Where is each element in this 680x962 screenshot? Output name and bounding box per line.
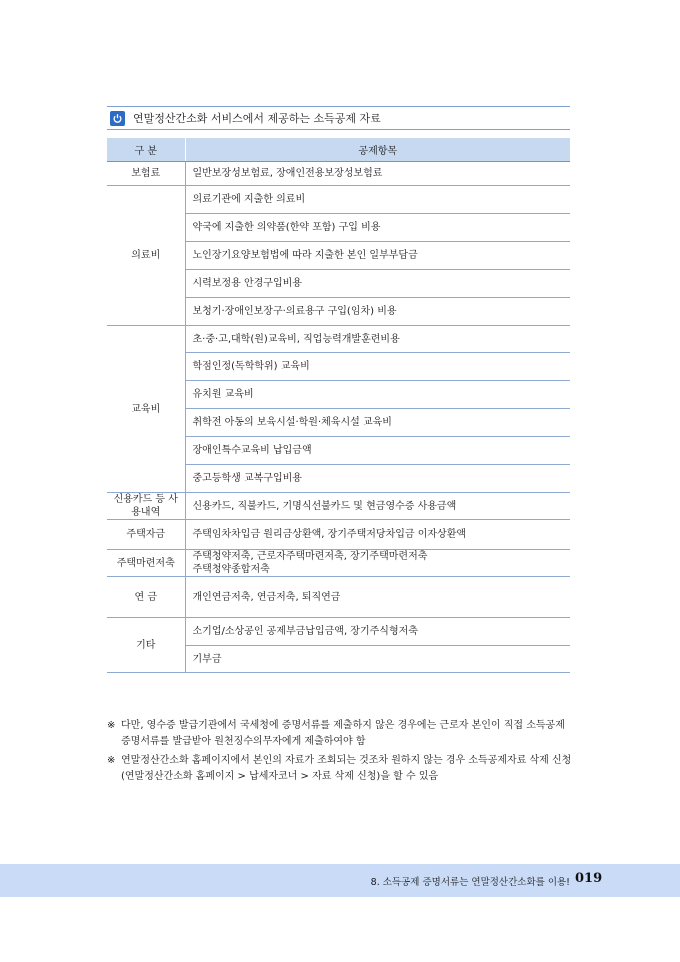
item-cell: 개인연금저축, 연금저축, 퇴직연금 — [185, 577, 570, 618]
note-mark: ※ — [107, 755, 116, 766]
note-mark: ※ — [107, 720, 116, 731]
category-cell: 주택마련저축 — [107, 550, 185, 577]
category-cell: 신용카드 등 사용내역 — [107, 493, 185, 520]
category-cell: 기타 — [107, 618, 185, 673]
item-cell: 보청기·장애인보장구·의료용구 구입(임차) 비용 — [185, 298, 570, 326]
note-text: 다만, 영수증 발급기관에서 국세청에 증명서류를 제출하지 않은 경우에는 근로자 본인이 직접 소득공제 증명서류를 발급받아 원천징수의무자에게 제출하여야 함 — [121, 720, 565, 747]
note-item — [107, 753, 577, 785]
note-text: 연말정산간소화 홈페이지에서 본인의 자료가 조회되는 것조차 원하지 않는 경우 소득공제자료 삭제 신청(연말정산간소화 홈페이지 > 납세자코너 > 자료 삭제 신청)을 할 수 있음 — [121, 755, 572, 782]
item-cell: 약국에 지출한 의약품(한약 포함) 구입 비용 — [185, 214, 570, 242]
item-cell: 시력보정용 안경구입비용 — [185, 270, 570, 298]
category-cell: 의료비 — [107, 186, 185, 326]
page-number: 019 — [575, 871, 603, 886]
item-cell: 주택청약저축, 근로자주택마련저축, 장기주택마련저축 주택청약종합저축 — [185, 550, 570, 577]
table-header-row — [107, 138, 570, 162]
item-cell: 일반보장성보험료, 장애인전용보장성보험료 — [185, 162, 570, 186]
item-cell: 기부금 — [185, 646, 570, 673]
item-cell: 학점인정(독학학위) 교육비 — [185, 353, 570, 381]
item-cell: 신용카드, 직불카드, 기명식선불카드 및 현금영수증 사용금액 — [185, 493, 570, 520]
table-row — [107, 550, 570, 577]
item-cell: 초·중·고,대학(원)교육비, 직업능력개발훈련비용 — [185, 326, 570, 353]
power-icon — [110, 111, 125, 126]
page-footer — [0, 864, 680, 897]
item-cell: 유치원 교육비 — [185, 381, 570, 409]
category-cell: 연 금 — [107, 577, 185, 618]
table-body — [107, 162, 570, 673]
item-cell: 소기업/소상공인 공제부금납입금액, 장기주식형저축 — [185, 618, 570, 646]
item-cell: 의료기관에 지출한 의료비 — [185, 186, 570, 214]
table-row — [107, 520, 570, 550]
category-cell: 주택자금 — [107, 520, 185, 550]
category-cell: 보험료 — [107, 162, 185, 186]
deduction-table — [107, 138, 570, 673]
section-title: 연말정산간소화 서비스에서 제공하는 소득공제 자료 — [133, 112, 381, 125]
item-cell: 취학전 아동의 보육시설·학원·체육시설 교육비 — [185, 409, 570, 437]
notes — [107, 718, 577, 788]
table-row — [107, 326, 570, 353]
table-row — [107, 162, 570, 186]
table-row — [107, 577, 570, 618]
item-cell: 주택임차차입금 원리금상환액, 장기주택저당차입금 이자상환액 — [185, 520, 570, 550]
table-row — [107, 493, 570, 520]
table-row — [107, 618, 570, 646]
item-cell: 장애인특수교육비 납입금액 — [185, 437, 570, 465]
item-cell: 노인장기요양보험법에 따라 지출한 본인 일부부담금 — [185, 242, 570, 270]
section-title-bar — [107, 106, 570, 130]
footer-text: 8. 소득공제 증명서류는 연말정산간소화를 이용! — [370, 877, 570, 888]
item-cell: 중고등학생 교복구입비용 — [185, 465, 570, 493]
note-item — [107, 718, 577, 750]
header-items: 공제항목 — [185, 138, 570, 162]
table-row — [107, 186, 570, 214]
category-cell: 교육비 — [107, 326, 185, 493]
header-category: 구 분 — [107, 138, 185, 162]
